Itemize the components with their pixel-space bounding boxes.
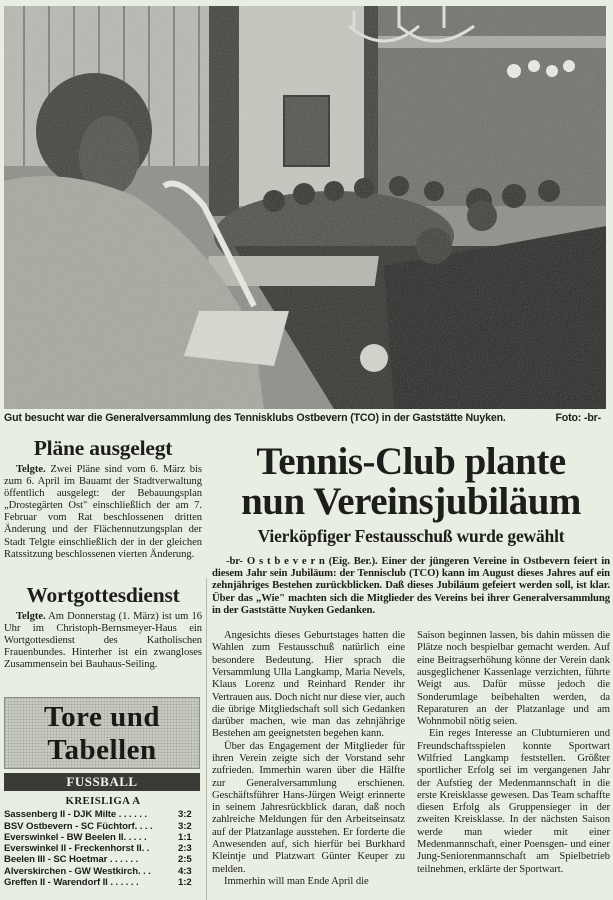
paragraph: Über das Engagement der Mitglieder für ihren Verein zeigte sich der Vorstand sehr zufrieden. Immerhin waren über die Hälfte zur Generalversammlung erschienen. Geschäftsführer Hans-Jürgen Weigt erinnerte in seinem Jahresrückblick daran, daß noch zahlreiche Meldungen für den Arbeitseinsatz auf der Platzanlage ausstehen. Er forderte die Anwesenden auf, sich hierfür bei Burkhard Kleintje und Platzwart Günter Keuper zu melden. bbox=[212, 740, 405, 875]
main-article bbox=[212, 430, 610, 888]
headline-line-1: Tennis-Club plante bbox=[256, 440, 566, 483]
body-plaene bbox=[4, 464, 202, 561]
banner-line-2: Tabellen bbox=[47, 734, 157, 767]
score: 1:2 bbox=[178, 877, 192, 888]
paragraph: Ein reges Interesse an Clubturnieren und Freundschaftsspielen konnte Sportwart Wilfried Langkamp feststellen. Größter sportlicher Erfolg sei im vergangenen Jahr der Aufstieg der Medenmannschaft in die erste Kreisklasse gewesen. Das Team schaffte diesen Erfolg als Gruppensieger in der zweiten Kreisklasse. In der nächsten Saison werde man wieder mit einer Medenmannschaft, einer Poensgen- und einer Jung-Seniorenmannschaft am Spielbetrieb teilnehmen, erklärte der Sportwart. bbox=[417, 728, 610, 875]
news-photo bbox=[4, 6, 606, 409]
score: 3:2 bbox=[178, 820, 192, 832]
left-column bbox=[4, 430, 202, 888]
banner-line-1: Tore und bbox=[43, 701, 161, 734]
score: 4:3 bbox=[178, 865, 192, 877]
paragraph: Immerhin will man Ende April die bbox=[224, 875, 369, 887]
match: Alverskirchen - GW Westkirch. . . bbox=[4, 865, 151, 877]
body-wortgottesdienst bbox=[4, 611, 202, 671]
dateline: Telgte. bbox=[16, 464, 46, 475]
match: Greffen II - Warendorf II . . . . . . bbox=[4, 877, 139, 888]
body-text: Am Donnerstag (1. März) ist um 16 Uhr im Christoph-Bernsmeyer-Haus ein Wortgottesdienst des Katholischen Frauenbundes. Hinterher ist ein zwangloses Zusammensein bei Bauhaus-Seiling. bbox=[4, 610, 202, 671]
photo-illustration bbox=[4, 6, 606, 409]
match: Everswinkel II - Freckenhorst II. . bbox=[4, 843, 150, 855]
match: Everswinkel - BW Beelen II. . . . . bbox=[4, 831, 147, 843]
lead-paragraph: -br- O s t b e v e r n (Eig. Ber.). Einer der jüngeren Vereine in Ostbevern feiert in diesem Jahr sein Jubiläum: der Tennisclub (TCO) kann im August dieses Jahres auf ein zehnjähriges Bestehen zurückblicken. Daß dieses Jubiläum gefeiert werden soll, ist klar. Über das „Wie" machten sich die Mitglieder des Vereins bei ihrer Generalversammlung in der Gaststätte Nuyken Gedanken. bbox=[212, 555, 610, 616]
score: 1:1 bbox=[178, 831, 192, 843]
article-plaene bbox=[4, 436, 202, 561]
article-wortgottesdienst bbox=[4, 583, 202, 671]
result-row bbox=[4, 832, 200, 843]
result-row bbox=[4, 809, 200, 820]
result-row bbox=[4, 877, 200, 888]
headline-wortgottesdienst: Wortgottesdienst bbox=[26, 582, 180, 607]
paragraph: Angesichts dieses Geburtstages hatten die Wahlen zum Festausschuß natürlich eine besondere Bedeutung. Hier sprach die Versammlung Ulla Langkamp, Maria Nevels, Klaus Lorenz und Reinhard Render ihr Vertrauen aus. Doch nicht nur diese vier, auch die übrige Mitgliedschaft soll sich Gedanken darüber machen, wie man das zehnjährige Bestehen am geeignetsten begehen kann. bbox=[212, 630, 405, 740]
match: Beelen III - SC Hoetmar . . . . . . bbox=[4, 854, 139, 866]
article-column-2 bbox=[417, 630, 610, 888]
match: Sassenberg II - DJK Milte . . . . . . bbox=[4, 809, 147, 821]
article-column-1 bbox=[212, 630, 405, 888]
headline-line-2: nun Vereinsjubiläum bbox=[241, 480, 581, 523]
score: 3:2 bbox=[178, 809, 192, 821]
subheadline: Vierköpfiger Festausschuß wurde gewählt bbox=[257, 526, 565, 546]
body-text: Zwei Pläne sind vom 6. März bis zum 6. April im Bauamt der Stadtverwaltung öffentlich ausgelegt: der Bebauungsplan „Drostegärten Ost" einschließlich der am 7. Februar vom Rat beschlossenen dritten Änderung und der Flächennutzungsplan der Stadt Telgte einschließlich der in der gleichen Ratssitzung beschlossenen vierten Änderung. bbox=[4, 464, 202, 560]
dateline: Telgte. bbox=[16, 610, 46, 622]
results-list bbox=[4, 809, 200, 888]
league-title: KREISLIGA A bbox=[65, 795, 141, 808]
caption-text: Gut besucht war die Generalversammlung des Tennisklubs Ostbevern (TCO) in der Gaststätte Nuyken. bbox=[4, 412, 506, 424]
photo-caption bbox=[4, 410, 609, 426]
tore-und-tabellen-banner bbox=[4, 697, 200, 769]
result-row bbox=[4, 866, 200, 877]
article-columns bbox=[212, 630, 610, 888]
paragraph: Saison beginnen lassen, bis dahin müssen die Plätze noch bespielbar gemacht werden. Auf eine Beitragserhöhung könne der Verein dank ausgeglichener Kassenlage verzichten, führte Weigt aus. Dafür müsse jedoch die Sonderumlage beibehalten werden, da Reparaturen an der Platzanlage und am Wohnmobil nötig seien. bbox=[417, 630, 610, 728]
result-row bbox=[4, 821, 200, 832]
column-divider bbox=[206, 578, 207, 900]
main-headline bbox=[212, 442, 610, 522]
result-row bbox=[4, 843, 200, 854]
match: BSV Ostbevern - SC Füchtorf. . . . bbox=[4, 820, 153, 832]
photo-credit: Foto: -br- bbox=[555, 412, 601, 424]
result-row bbox=[4, 854, 200, 865]
score: 2:3 bbox=[178, 843, 192, 855]
score: 2:5 bbox=[178, 854, 192, 866]
headline-plaene: Pläne ausgelegt bbox=[33, 436, 173, 460]
section-bar-fussball: FUSSBALL bbox=[4, 773, 200, 791]
